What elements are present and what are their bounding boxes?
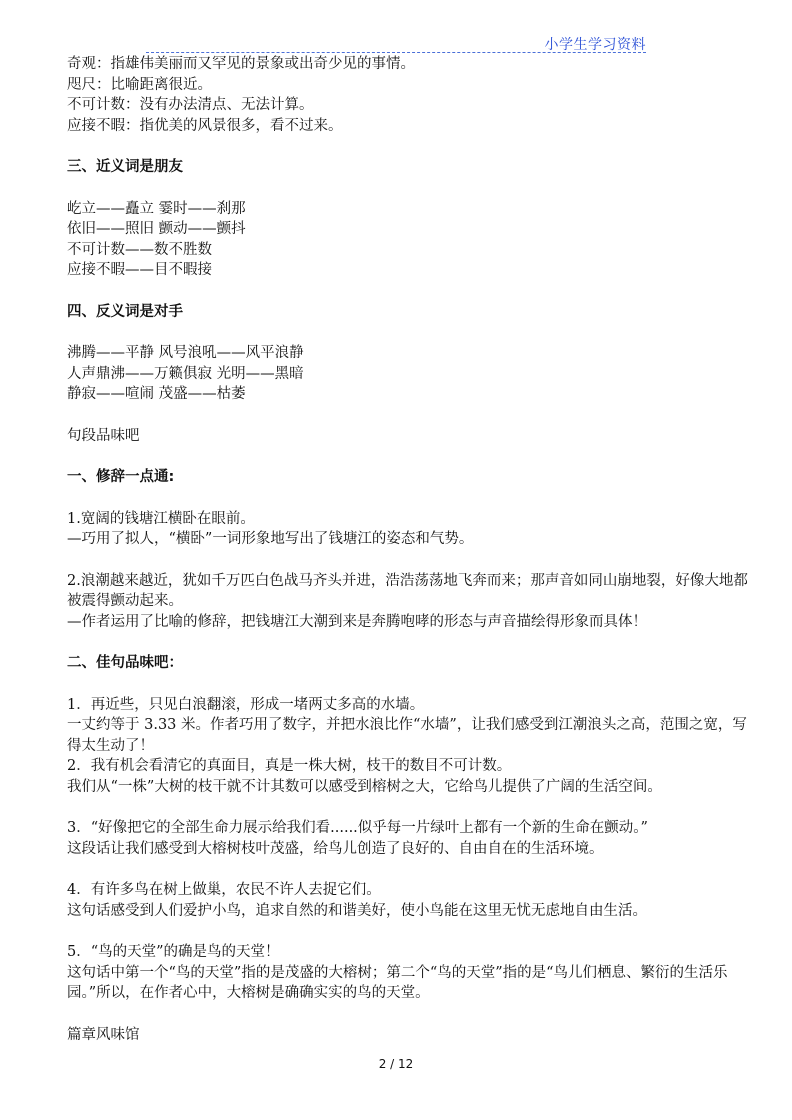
section-title-article: 篇章风味馆	[67, 1026, 140, 1043]
fine-sentence: 1．再近些，只见白浪翻滚，形成一堵两丈多高的水墙。	[67, 696, 425, 713]
fine-sentence: 3．“好像把它的全部生命力展示给我们看......似乎每一片绿叶上都有一个新的生命在颤动。”	[67, 820, 648, 836]
definition-line: 不可计数：没有办法清点、无法计算。	[67, 97, 314, 113]
fine-sentence: 5．“鸟的天堂”的确是鸟的天堂！	[67, 944, 280, 960]
fine-sentences-heading: 二、佳句品味吧：	[67, 655, 183, 671]
definition-line: 咫尺：比喻距离很近。	[67, 76, 212, 93]
antonym-line: 沸腾——平静 风号浪吼——风平浪静	[67, 345, 304, 361]
document-body	[67, 54, 757, 1045]
antonym-line: 静寂——喧闹 茂盛——枯萎	[67, 386, 246, 402]
section-title-sentences: 句段品味吧	[67, 427, 140, 444]
fine-sentence-comment: 这句话感受到人们爱护小鸟，追求自然的和谐美好，使小鸟能在这里无忧无虑地自由生活。	[67, 902, 647, 919]
fine-sentence: 4．有许多鸟在树上做巢，农民不许人去捉它们。	[67, 882, 381, 898]
fine-sentence-comment: 这段话让我们感受到大榕树枝叶茂盛，给鸟儿创造了良好的、自由自在的生活环境。	[67, 840, 604, 857]
rhetoric-heading: 一、修辞一点通:	[67, 469, 175, 485]
synonym-line: 屹立——矗立 霎时——刹那	[67, 200, 246, 217]
header-title: 小学生学习资料	[544, 37, 646, 53]
fine-sentence-comment: 我们从“一株”大树的枝干就不计其数可以感受到榕树之大，它给鸟儿提供了广阔的生活空间。	[67, 778, 662, 795]
synonym-line: 应接不暇——目不暇接	[67, 262, 212, 278]
antonyms-heading: 四、反义词是对手	[67, 303, 183, 320]
fine-sentence: 2．我有机会看清它的真面目，真是一株大树，枝干的数目不可计数。	[67, 758, 512, 774]
fine-sentence-comment: 这句话中第一个“鸟的天堂”指的是茂盛的大榕树；第二个“鸟的天堂”指的是“鸟儿们栖息、繁衍的生活乐园。”所以，在作者心中，大榕树是确确实实的鸟的天堂。	[67, 964, 728, 1001]
rhetoric-sentence: 2.浪潮越来越近，犹如千万匹白色战马齐头并进，浩浩荡荡地飞奔而来；那声音如同山崩地裂，好像大地都被震得颤动起来。	[67, 572, 748, 609]
rhetoric-comment: —作者运用了比喻的修辞，把钱塘江大潮到来是奔腾咆哮的形态与声音描绘得形象而具体！	[67, 613, 647, 630]
fine-sentence-comment: 一丈约等于 3.33 米。作者巧用了数字，并把水浪比作“水墙”，让我们感受到江潮浪头之高，范围之宽，写得太生动了！	[67, 717, 747, 754]
rhetoric-comment: —巧用了拟人，“横卧”一词形象地写出了钱塘江的姿态和气势。	[67, 531, 474, 547]
definition-line: 应接不暇：指优美的风景很多，看不过来。	[67, 117, 343, 134]
synonyms-heading: 三、近义词是朋友	[67, 159, 183, 175]
rhetoric-sentence: 1.宽阔的钱塘江横卧在眼前。	[67, 510, 255, 527]
page-header	[146, 34, 646, 53]
definition-line: 奇观：指雄伟美丽而又罕见的景象或出奇少见的事情。	[67, 56, 415, 72]
synonym-line: 不可计数——数不胜数	[67, 241, 212, 258]
page-number: 2 / 12	[378, 1057, 414, 1071]
antonym-line: 人声鼎沸——万籁俱寂 光明——黑暗	[67, 365, 304, 382]
synonym-line: 依旧——照旧 颤动——颤抖	[67, 221, 246, 237]
